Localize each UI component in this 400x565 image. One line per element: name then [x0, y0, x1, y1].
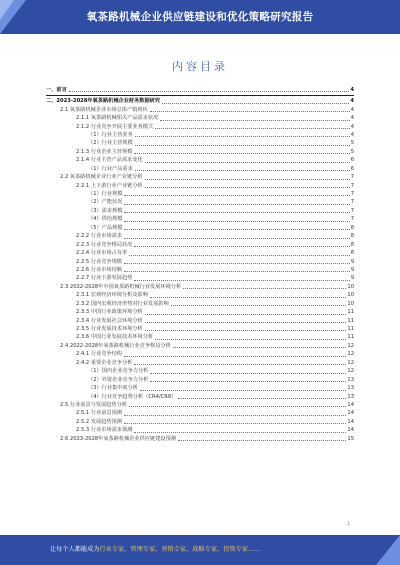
toc-entry-label: 2.3.2 国内宏观经济形势对行业发展影响 [76, 300, 169, 307]
toc-entry-label: 2.1.3 行业企业主营规模 [76, 148, 133, 155]
toc-dot-leader [124, 221, 349, 222]
toc-entry-page: 5 [350, 148, 354, 155]
toc-dot-leader [140, 390, 346, 391]
toc-entry[interactable] [46, 131, 354, 139]
toc-entry[interactable] [46, 198, 354, 206]
toc-entry-page: 9 [350, 275, 354, 282]
toc-entry-label: 2.3.3 中国行业政策环境分析 [76, 309, 143, 316]
toc-entry-page: 11 [347, 326, 354, 333]
toc-entry-label: 2.3 2022-2028年中国氧茶路机械行业发展环境分析 [60, 283, 182, 290]
toc-entry-page: 7 [350, 199, 354, 206]
toc-entry[interactable] [46, 342, 354, 350]
toc-entry[interactable] [46, 325, 354, 333]
toc-entry-label: 2.6 2023-2028年氧茶路机械企业供应链建设预测 [60, 435, 176, 442]
toc-entry-page: 4 [350, 98, 354, 105]
toc-entry[interactable] [46, 308, 354, 316]
toc-entry-page: 13 [347, 385, 354, 392]
toc-entry-page: 5 [350, 140, 354, 147]
toc-entry[interactable] [46, 156, 354, 164]
toc-dot-leader [134, 153, 349, 154]
toc-entry[interactable] [46, 224, 354, 232]
toc-entry-label: （2）行业主营规模 [88, 140, 133, 147]
toc-entry-page: 10 [347, 292, 354, 299]
toc-dot-leader [145, 322, 347, 323]
toc-entry[interactable] [46, 384, 354, 392]
toc-entry[interactable] [46, 409, 354, 417]
toc-entry-page: 7 [350, 174, 354, 181]
toc-entry[interactable] [46, 333, 354, 341]
toc-entry-label: （2）产能状况 [88, 199, 123, 206]
toc-entry-page: 8 [350, 241, 354, 248]
toc-entry-page: 14 [347, 418, 354, 425]
toc-entry-label: 2.3.1 宏观经济环境分析及影响 [76, 292, 148, 299]
toc-entry-page: 14 [347, 401, 354, 408]
toc-entry[interactable] [46, 241, 354, 249]
toc-entry-label: 2.4.1 行业竞争结构 [76, 351, 122, 358]
toc-entry[interactable] [46, 300, 354, 308]
toc-entry-label: 2.2.1 上下游行业产业链分析 [76, 182, 143, 189]
toc-entry-page: 7 [350, 216, 354, 223]
toc-entry[interactable] [46, 401, 354, 409]
toc-dot-leader [135, 136, 350, 137]
toc-dot-leader [129, 406, 346, 407]
toc-entry[interactable] [46, 266, 354, 274]
toc-entry-label: 2.3.6 中国行业发展技术环境分析 [76, 334, 154, 341]
toc-dot-leader [124, 229, 349, 230]
report-title: 氧茶路机械企业供应链建设和优化策略研究报告 [86, 11, 314, 23]
toc-entry-label: 2.5.1 行业前景预测 [76, 410, 122, 417]
toc-divider [46, 95, 354, 96]
toc-entry[interactable] [46, 215, 354, 223]
toc-entry-page: 8 [350, 233, 354, 240]
toc-dot-leader [183, 288, 346, 289]
toc-entry-page: 11 [347, 334, 354, 341]
toc-dot-leader [155, 128, 350, 129]
toc-entry[interactable] [46, 258, 354, 266]
toc-entry-label: 2.1.4 行业主营产品需求变化 [76, 157, 143, 164]
toc-entry[interactable] [46, 291, 354, 299]
toc-entry[interactable] [46, 283, 354, 291]
toc-entry-page: 12 [347, 359, 354, 366]
toc-entry-page: 6 [350, 157, 354, 164]
toc-entry-label: 2.2.7 行业下游发展趋势 [76, 275, 133, 282]
toc-entry-page: 12 [347, 351, 354, 358]
footer-slogan-tail: 行业专家，管理专家，营销专家，战略专家，投资专家…… [99, 546, 261, 553]
toc-dot-leader [171, 305, 347, 306]
toc-entry-label: （4）供给规模 [88, 216, 123, 223]
toc-dot-leader [134, 280, 349, 281]
toc-dot-leader [145, 314, 347, 315]
toc-entry-label: 2.2.4 行业市场占有率 [76, 250, 128, 257]
toc-entry-label: 2.2.3 行业竞争格局状况 [76, 241, 133, 248]
toc-entry-page: 7 [350, 207, 354, 214]
toc-entry-page: 7 [350, 191, 354, 198]
toc-dot-leader [150, 111, 350, 112]
toc-entry-label: 2.5 行业前景与发展趋势分析 [60, 401, 127, 408]
page-number: 1 [347, 522, 350, 527]
toc-dot-leader [150, 373, 346, 374]
toc-dot-leader [135, 145, 350, 146]
toc-entry-page: 7 [350, 182, 354, 189]
toc-entry-page: 13 [347, 393, 354, 400]
toc-dot-leader [124, 356, 346, 357]
toc-dot-leader [134, 364, 346, 365]
toc-entry-page: 10 [347, 300, 354, 307]
toc-entry-page: 15 [347, 435, 354, 442]
toc-entry-page: 9 [350, 258, 354, 265]
toc-entry-label: 2.2 氧茶路机械企业行业产业链分析 [60, 174, 143, 181]
toc-entry-label: （1）行业产品需求 [88, 165, 133, 172]
toc-entry-label: 2.5.3 行业市场需求预测 [76, 427, 133, 434]
toc-dot-leader [129, 255, 350, 256]
toc-entry-label: 2.1.1 氧茶路机械相关产品需求状况 [76, 115, 159, 122]
toc-entry-page: 4 [350, 106, 354, 113]
footer-slogan-lead: 让每个人都能成为 [50, 546, 100, 553]
toc-entry-label: 2.1.2 行业竞争开展主要业务模式 [76, 123, 154, 130]
toc-entry-label: 2.5.2 发展趋势预测 [76, 418, 122, 425]
toc-entry-label: 2.3.4 行业发展社会环境分析 [76, 317, 143, 324]
toc-entry-label: （3）行业集中度分析 [88, 385, 138, 392]
toc-dot-leader [145, 187, 350, 188]
toc-entry-label: 2.2.6 行业市场份额 [76, 266, 122, 273]
toc-entry-page: 8 [350, 250, 354, 257]
toc-entry[interactable] [46, 317, 354, 325]
toc-entry[interactable] [46, 123, 354, 131]
toc-entry-label: （5）产品规模 [88, 224, 123, 231]
footer-banner [0, 535, 400, 565]
toc-dot-leader [150, 297, 346, 298]
toc-entry-label: 一、前言 [46, 86, 67, 93]
toc-entry-page: 14 [347, 410, 354, 417]
toc-entry-page: 13 [347, 376, 354, 383]
toc-entry[interactable] [46, 249, 354, 257]
toc-dot-leader [160, 120, 349, 121]
toc-entry-label: 2.2.5 行业竞争规模 [76, 258, 122, 265]
toc-dot-leader [135, 170, 350, 171]
toc-dot-leader [178, 398, 346, 399]
toc-dot-leader [124, 263, 350, 264]
toc-dot-leader [173, 347, 347, 348]
toc-entry-page: 6 [350, 165, 354, 172]
toc-entry[interactable] [46, 376, 354, 384]
toc-heading: 内容目录 [172, 60, 228, 73]
toc-entry-label: （1）国内企业竞争力分析 [88, 368, 149, 375]
toc-entry[interactable] [46, 182, 354, 190]
toc-entry-label: 2.3.5 行业发展技术环境分析 [76, 326, 143, 333]
toc-entry[interactable] [46, 207, 354, 215]
toc-entry[interactable] [46, 435, 354, 443]
toc-entry[interactable] [46, 274, 354, 282]
toc-entry[interactable] [46, 350, 354, 358]
footer-slogan [50, 535, 260, 565]
toc-dot-leader [134, 432, 346, 433]
toc-entry-label: 2.2.2 行业市场需求 [76, 233, 122, 240]
toc-dot-leader [150, 381, 346, 382]
toc-entry-label: 2.4 2022-2028年氧茶路机械行业竞争格局分析 [60, 342, 171, 349]
toc-dot-leader [124, 238, 350, 239]
toc-entry[interactable] [46, 232, 354, 240]
toc-entry-page: 4 [350, 115, 354, 122]
toc-entry-page: 11 [347, 317, 354, 324]
toc-entry[interactable] [46, 190, 354, 198]
toc-entry-page: 9 [350, 266, 354, 273]
toc-entry[interactable] [46, 359, 354, 367]
toc-entry-page: 4 [350, 123, 354, 130]
toc-entry-label: 2.4.2 重要企业竞争分析 [76, 359, 133, 366]
toc-entry[interactable] [46, 393, 354, 401]
toc-entry-label: 2.1 氧茶路机械企业市场总体产销现状 [60, 106, 148, 113]
toc-dot-leader [145, 162, 350, 163]
toc-dot-leader [124, 271, 350, 272]
toc-entry[interactable] [46, 426, 354, 434]
toc-dot-leader [124, 212, 349, 213]
toc-entry-page: 8 [350, 224, 354, 231]
toc-entry-label: （2）外资企业竞争力分析 [88, 376, 149, 383]
toc-entry[interactable] [46, 106, 354, 114]
toc-dot-leader [134, 246, 349, 247]
table-of-contents [46, 86, 354, 443]
toc-entry[interactable] [46, 97, 354, 105]
toc-entry-label: （3）需求规模 [88, 207, 123, 214]
toc-dot-leader [124, 204, 349, 205]
toc-dot-leader [178, 440, 346, 441]
toc-dot-leader [145, 330, 347, 331]
toc-entry-label: （4）行业竞争趋势分析（CR4/CR8） [88, 393, 177, 400]
toc-entry[interactable] [46, 148, 354, 156]
toc-entry-label: （1）行业规模 [88, 191, 123, 198]
toc-entry-page: 14 [347, 427, 354, 434]
toc-entry-page: 10 [347, 283, 354, 290]
toc-entry-page: 12 [347, 368, 354, 375]
toc-entry[interactable] [46, 418, 354, 426]
toc-dot-leader [124, 415, 346, 416]
toc-dot-leader [155, 339, 346, 340]
toc-entry-page: 4 [350, 131, 354, 138]
toc-entry[interactable] [46, 367, 354, 375]
toc-entry[interactable] [46, 86, 354, 94]
toc-entry-page: 12 [347, 342, 354, 349]
toc-dot-leader [124, 423, 346, 424]
footer-accent-shape [376, 535, 400, 565]
toc-entry-page: 4 [350, 86, 354, 93]
toc-entry-label: （1）行业主营业务 [88, 131, 133, 138]
toc-entry[interactable] [46, 173, 354, 181]
toc-dot-leader [145, 179, 350, 180]
toc-entry[interactable] [46, 114, 354, 122]
toc-entry-label: 二、2023-2028年氧茶路机械企业财务数据研究 [46, 98, 161, 105]
toc-entry[interactable] [46, 165, 354, 173]
toc-entry-page: 11 [347, 309, 354, 316]
toc-dot-leader [162, 103, 349, 104]
toc-dot-leader [69, 91, 350, 92]
header-banner [0, 0, 400, 34]
toc-entry[interactable] [46, 139, 354, 147]
toc-dot-leader [124, 195, 349, 196]
